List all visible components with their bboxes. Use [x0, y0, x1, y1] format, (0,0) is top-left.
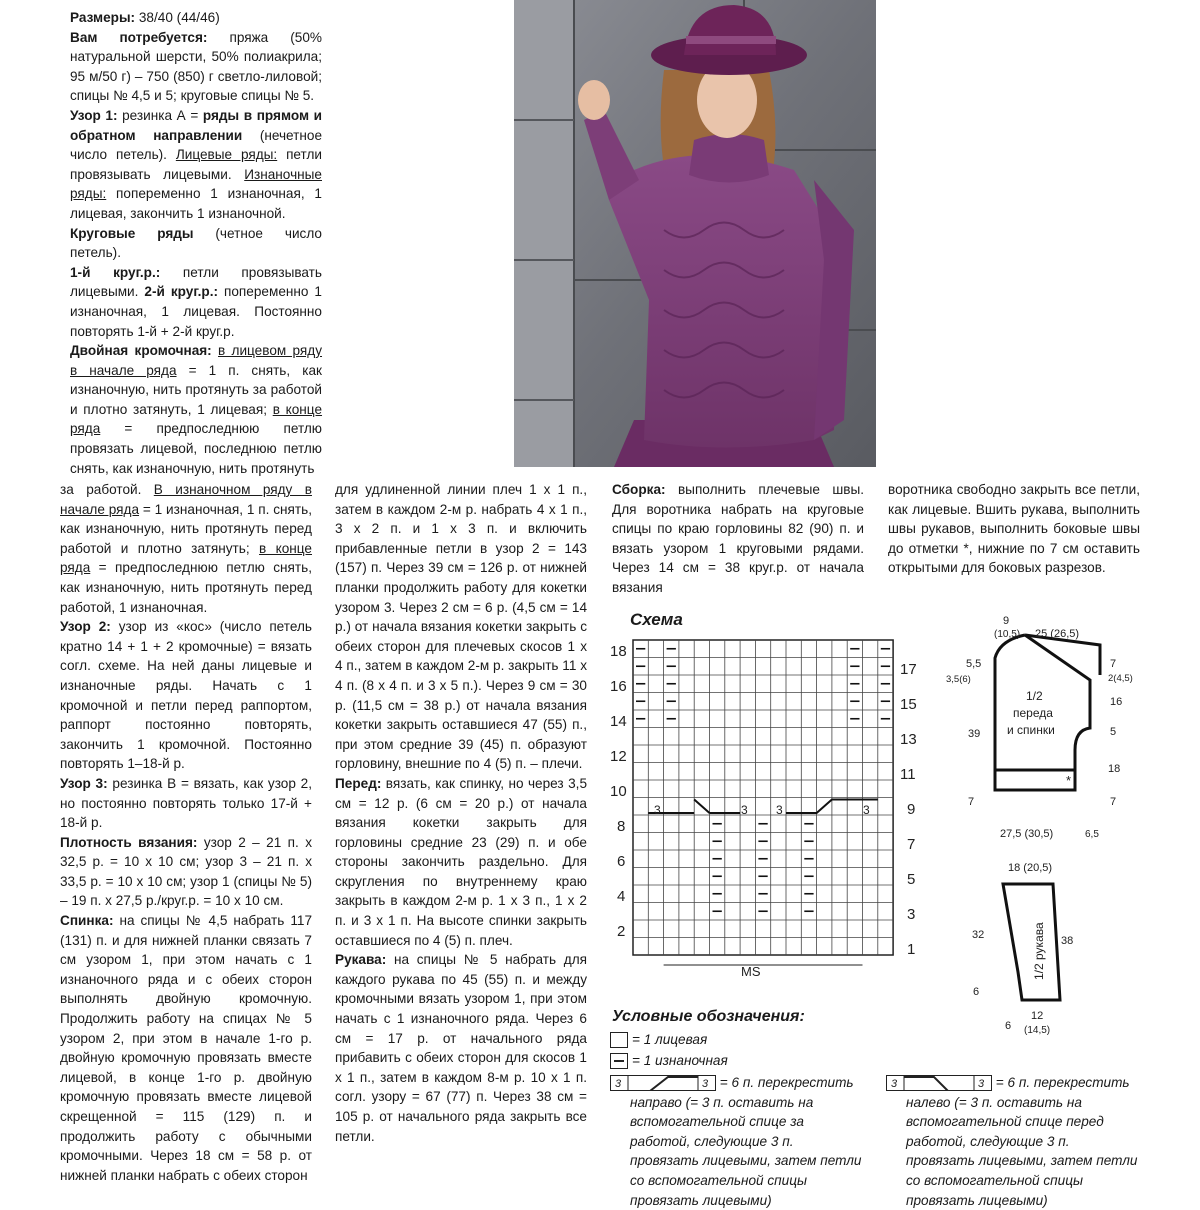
chart-left-label: 2 [617, 923, 626, 940]
materials-paragraph: Вам потребуется: пряжа (50% натуральной шерсти, 50% полиакрила; 95 м/50 г) – 750 (850) г светло-лиловой; спицы № 4,5 и 5; круговые спицы № 5. [70, 29, 322, 104]
chart-right-label: 3 [907, 906, 916, 923]
side-slit-mark: * [1066, 773, 1072, 788]
body-diagram [940, 610, 1160, 850]
cable-right-symbol [610, 1075, 716, 1091]
chart-right-label: 7 [907, 836, 916, 853]
sizes-paragraph: Размеры: 38/40 (44/46) [70, 10, 220, 25]
knitting-chart [600, 630, 930, 990]
sleeve-label: 1/2 рукава [1032, 922, 1046, 980]
front-paragraph: Перед: вязать, как спинку, но через 3,5 см = 12 р. (6 см = 20 р.) от начала вязания кокетки закрыть для горловины средние 23 (29) п. и обе стороны закончить раздельно. Для скругления по внутреннему краю закрыть в каждом 2-м р. 1 х 3 п., 1 х 2 п. и 3 х 1 п. На высоте спинки закрыть оставшиеся по 4 (5) п. плеч. [335, 775, 587, 948]
neck-depth: 5,5 [966, 658, 982, 670]
cable-number: 3 [702, 1078, 709, 1091]
edge-stitch-paragraph: Двойная кромочная: в лицевом ряду в начале ряда = 1 п. снять, как изнаночную, нить протянуть за работой и плотно затянуть, 1 лицевая; в конце ряда = предпоследнюю петлю провязать лицевой, последнюю петлю снять, как изнаночную, нить протянуть [70, 343, 323, 476]
sleeve-diagram [960, 852, 1100, 1042]
shoulder-width: 25 (26,5) [1035, 628, 1080, 640]
neck-depth-alt: 3,5(6) [946, 674, 971, 685]
sleeve-bottom-alt: (14,5) [1024, 1025, 1051, 1036]
pattern2-paragraph: Узор 2: узор из «кос» (число петель кратно 14 + 1 + 2 кромочные) = вязать согл. схеме. На ней даны лицевые и изнаночные ряды. Начать с 1 кромочной и петли перед раппортом, раппорт постоянно повторять, закончить 1 кромочной. Постоянно повторять 1–18-й р. [60, 619, 312, 772]
slope: 7 [1110, 658, 1117, 670]
column-pieces [335, 480, 587, 1146]
cable-number: 3 [741, 803, 748, 817]
legend-cable-right: 3 3 = 6 п. перекрестить направо (= 3 п. оставить на вспомогательной спице за работой, следующие 3 п. провязать лицевыми, затем петли со вспомогательной спицы провязать лицевыми) [610, 1073, 870, 1210]
bottom-width: 27,5 (30,5) [1000, 828, 1054, 840]
edge-stitch-continued: за работой. В изнаночном ряду в начале ряда = 1 изнаночная, 1 п. снять, как изнаночную, нить протянуть перед работой и плотно затянуть; в конце ряда = предпоследнюю петлю снять, как изнаночную, нить протянуть перед работой, 1 изнаночная. [60, 482, 312, 615]
cable-left-description: налево (= 3 п. оставить на вспомогательной спице перед работой, следующие 3 п. провязать лицевыми, затем петли со вспомогательной спицы провязать лицевыми) [906, 1094, 1138, 1208]
schema-title: Схема [630, 610, 683, 629]
legend-cable-left: 3 3 = 6 п. перекрестить налево (= 3 п. оставить на вспомогательной спице перед работой, следующие 3 п. провязать лицевыми, затем петли со вспомогательной спицы провязать лицевыми) [886, 1073, 1146, 1210]
bottom-extension: 6,5 [1085, 829, 1099, 840]
seg-16: 16 [1110, 696, 1123, 708]
chart-left-label: 12 [610, 748, 627, 765]
piece-label: и спинки [1007, 723, 1055, 737]
chart-right-label: 17 [900, 661, 917, 678]
back-paragraph: Спинка: на спицы № 4,5 набрать 117 (131) п. и для нижней планки связать 7 см узором 1, при этом начать с 1 изнаночного ряда и с обеих сторон выполнять двойную кромочную. Продолжить работу на спицах № 5 узором 2, при этом в начале 1-го р. двойную кромочную провязать вместе лицевой, в конце 1-го р. двойную кромочную провязать вместе лицевой скрещенной = 115 (129) п. и продолжить работу с обычными кромочными. Через 18 см = 58 р. от нижней планки набрать с обеих сторон [60, 913, 312, 1183]
sleeve-cuff: 6 [973, 986, 980, 998]
legend-purl: = 1 изнаночная [610, 1051, 728, 1071]
sleeve-height-right: 38 [1061, 935, 1074, 947]
sleeve-bottom-left: 6 [1005, 1020, 1012, 1032]
chart-right-label: 13 [900, 731, 917, 748]
chart-left-label: 4 [617, 888, 626, 905]
column-assembly [612, 480, 864, 598]
sleeves-paragraph: Рукава: на спицы № 5 набрать для каждого рукава по 45 (55) п. и между кромочными вязать узором 1, при этом начать с 1 изнаночного ряда. Через 6 см = 17 р. от начального ряда прибавить с обеих сторон для скосов 1 х 1 п., затем в каждом 8-м р. 10 х 1 п. согл. узору = 67 (77) п. Через 38 см = 105 р. от начального ряда закрыть все петли. [335, 952, 587, 1144]
chart-grid [633, 640, 893, 955]
assembly-paragraph: Сборка: выполнить плечевые швы. Для воротника набрать на круговые спицы по краю горловины 82 (90) п. и вязать узором 1 круговыми рядами. Через 14 см = 38 круг.р. от начала вязания [612, 482, 864, 595]
round-row-detail: 1-й круг.р.: петли провязывать лицевыми. 2-й круг.р.: попеременно 1 изнаночная, 1 лицевая. Постоянно повторять 1-й + 2-й круг.р. [70, 264, 322, 339]
cable-number: 3 [891, 1078, 898, 1091]
piece-label: переда [1013, 706, 1053, 720]
chart-left-label: 8 [617, 818, 626, 835]
chart-left-label: 10 [610, 783, 627, 800]
chart-left-label: 6 [617, 853, 626, 870]
ms-label: MS [741, 964, 761, 979]
rib-right: 7 [1110, 796, 1117, 808]
cable-number: 3 [615, 1078, 622, 1091]
piece-label: 1/2 [1026, 689, 1043, 703]
slope-alt: 2(4,5) [1108, 673, 1133, 684]
rib-left: 7 [968, 796, 975, 808]
chart-right-label: 15 [900, 696, 917, 713]
height: 39 [968, 728, 981, 740]
assembly-continued: воротника свободно закрыть все петли, как лицевые. Вшить рукава, выполнить швы рукавов, выполнить боковые швы до отметки *, нижние по 7 см оставить открытыми для боковых разрезов. [888, 482, 1140, 576]
column-patterns [60, 480, 312, 1185]
chart-right-label: 9 [907, 801, 916, 818]
cable-number: 3 [863, 803, 870, 817]
column-intro [70, 8, 322, 478]
chart-left-label: 16 [610, 678, 627, 695]
sleeve-bottom: 12 [1031, 1010, 1044, 1022]
legend-title: Условные обозначения: [612, 1008, 805, 1025]
chart-right-label: 1 [907, 941, 916, 958]
chart-right-label: 5 [907, 871, 916, 888]
cable-right-description: направо (= 3 п. оставить на вспомогательной спице за работой, следующие 3 п. провязать лицевыми, затем петли со вспомогательной спицы провязать лицевыми) [630, 1094, 862, 1208]
cable-number: 3 [776, 803, 783, 817]
neck-width-alt: (10,5) [994, 629, 1021, 640]
legend-knit: = 1 лицевая [610, 1030, 707, 1050]
knit-symbol [610, 1032, 628, 1048]
chart-right-label: 11 [900, 766, 916, 783]
cable-number: 3 [654, 803, 661, 817]
model-photo [514, 0, 876, 467]
back-continued: для удлиненной линии плеч 1 х 1 п., затем в каждом 2-м р. набрать 4 х 1 п., 3 х 2 п. и 1 х 3 п. и включить прибавленные петли в узор 2 = 143 (157) п. Через 39 см = 126 р. от нижней планки продолжить работу для кокетки узором 3. Через 2 см = 6 р. (4,5 см = 14 р.) от начала вязания кокетки закрыть с обеих сторон для плечевых скосов 1 х 4 п., затем в каждом 2-м р. закрыть 11 х 4 п. (8 х 4 п. и 3 х 5 п.). Через 9 см = 30 р. (11,5 см = 38 р.) от начала вязания кокетки закрыть оставшиеся 47 (55) п., при этом средние 39 (45) п. образуют горловину, внешние по 4 (5) п. – плечи. [335, 482, 587, 772]
cable-left-symbol [886, 1075, 992, 1091]
pattern1-paragraph: Узор 1: резинка А = ряды в прямом и обратном направлении (нечетное число петель). Лицевые ряды: петли провязывать лицевыми. Изнаночные ряды: попеременно 1 изнаночная, 1 лицевая, закончить 1 изнаночной. [70, 107, 323, 221]
density-paragraph: Плотность вязания: узор 2 – 21 п. х 32,5 р. = 10 х 10 см; узор 3 – 21 п. х 33,5 р. = 10 х 10 см; узор 1 (спицы № 5) – 19 п. х 27,5 р./круг.р. = 10 х 10 см. [60, 834, 312, 909]
sleeve-height-left: 32 [972, 929, 985, 941]
seg-5: 5 [1110, 726, 1117, 738]
purl-symbol [610, 1053, 628, 1069]
cable-number: 3 [978, 1078, 985, 1091]
round-rows-paragraph: Круговые ряды (четное число петель). [70, 225, 322, 261]
sleeve-top: 18 (20,5) [1008, 862, 1053, 874]
chart-left-label: 18 [610, 643, 627, 660]
neck-width: 9 [1003, 615, 1010, 627]
pattern3-paragraph: Узор 3: резинка В = вязать, как узор 2, но постоянно повторять только 17-й + 18-й р. [60, 775, 312, 831]
chart-left-label: 14 [610, 713, 627, 730]
seg-18: 18 [1108, 763, 1121, 775]
column-assembly-continued [888, 480, 1140, 578]
